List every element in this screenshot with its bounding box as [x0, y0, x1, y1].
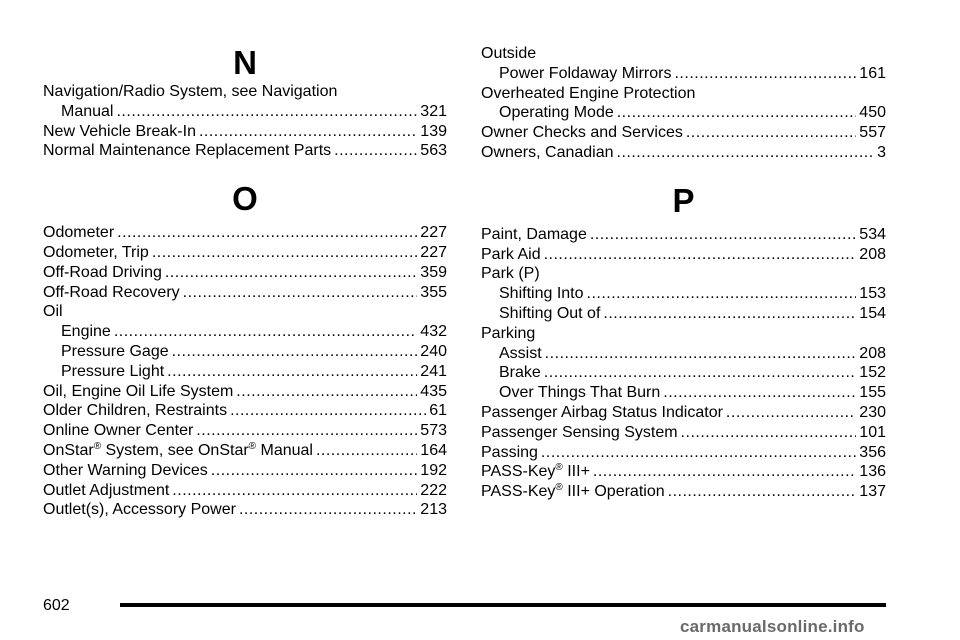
dot-leader	[663, 383, 856, 403]
index-entry-page: 356	[859, 443, 886, 461]
index-entry	[43, 441, 447, 461]
index-entry-page: 164	[420, 441, 447, 459]
index-entry	[481, 123, 886, 143]
index-entry	[481, 344, 886, 364]
index-entry-page: 534	[859, 225, 886, 243]
index-entry	[43, 102, 447, 122]
index-entry-page: 227	[420, 243, 447, 261]
index-entry-term: Brake	[499, 364, 541, 382]
index-entry	[481, 245, 886, 265]
dot-leader	[334, 141, 417, 161]
index-entry-page: 136	[859, 463, 886, 481]
index-entry-term: Assist	[499, 344, 542, 362]
index-entry-page: 230	[859, 403, 886, 421]
index-entry	[481, 284, 886, 304]
index-entry	[481, 403, 886, 423]
index-entry-page: 3	[877, 143, 886, 161]
index-entry-page: 563	[420, 142, 447, 160]
dot-leader	[544, 245, 857, 265]
index-entry-term: Pressure Gage	[61, 342, 169, 360]
index-entry-term: Park Aid	[481, 245, 541, 263]
index-entry	[43, 283, 447, 303]
index-entry-term: Owners, Canadian	[481, 143, 614, 161]
dot-leader	[196, 421, 417, 441]
index-entry-page: 155	[859, 384, 886, 402]
index-entry-term	[43, 441, 313, 461]
index-entry-page: 321	[420, 102, 447, 120]
index-entry-page: 61	[429, 402, 447, 420]
dot-leader	[674, 64, 856, 84]
index-entry-page: 450	[859, 104, 886, 122]
dot-leader	[116, 102, 417, 122]
registered-mark: ®	[555, 482, 563, 494]
index-entry-page: 435	[420, 382, 447, 400]
index-entry-term: Shifting Out of	[499, 304, 601, 322]
registered-mark: ®	[93, 440, 102, 452]
watermark: carmanualsonline.info	[680, 617, 865, 636]
index-entry-page: 432	[420, 323, 447, 341]
index-entry-term: Pressure Light	[61, 362, 165, 380]
index-entry-term-part: PASS-Key	[481, 463, 556, 481]
dot-leader	[681, 423, 857, 443]
index-entry	[481, 304, 886, 324]
index-entry-page: 240	[420, 342, 447, 360]
dot-leader	[114, 322, 417, 342]
index-entry-term: Shifting Into	[499, 285, 584, 303]
index-entry	[43, 362, 447, 382]
index-entry-page: 153	[859, 285, 886, 303]
index-entry-page: 152	[859, 364, 886, 382]
dot-leader	[686, 123, 856, 143]
dot-leader	[668, 482, 857, 502]
dot-leader	[545, 344, 857, 364]
dot-leader	[172, 481, 417, 501]
index-entry	[43, 141, 447, 161]
index-entry-page: 557	[859, 124, 886, 142]
dot-leader	[544, 363, 857, 383]
dot-leader	[617, 103, 857, 123]
index-entry-page: 222	[420, 481, 447, 499]
dot-leader	[590, 225, 856, 245]
index-entry	[481, 103, 886, 123]
index-entry-term: Engine	[61, 323, 111, 341]
index-entry-term-part: III+	[562, 463, 590, 481]
dot-leader	[617, 143, 875, 163]
index-heading: Overheated Engine Protection	[481, 84, 696, 102]
index-entry-term-part: PASS-Key	[481, 483, 556, 501]
index-entry-term: Odometer	[43, 224, 115, 242]
index-entry-page: 192	[420, 461, 447, 479]
index-entry-term: New Vehicle Break-In	[43, 122, 196, 140]
index-entry	[481, 443, 886, 463]
index-entry-term: Manual	[61, 102, 114, 120]
index-entry	[43, 401, 447, 421]
dot-leader	[165, 263, 417, 283]
index-entry-page: 154	[859, 304, 886, 322]
dot-leader	[587, 284, 857, 304]
index-entry-term: Other Warning Devices	[43, 461, 208, 479]
index-entry-page: 573	[420, 422, 447, 440]
index-entry-term: Operating Mode	[499, 104, 614, 122]
index-entry-term: Power Foldaway Mirrors	[499, 64, 672, 82]
section-letter-o: O	[232, 180, 258, 218]
dot-leader	[183, 283, 418, 303]
dot-leader	[236, 382, 417, 402]
index-entry-term-part: Manual	[256, 441, 313, 459]
section-letter-p: P	[672, 181, 695, 219]
index-column-right	[481, 44, 886, 502]
index-entry-term: Passenger Airbag Status Indicator	[481, 403, 723, 421]
dot-leader	[541, 443, 856, 463]
index-entry-page: 208	[859, 344, 886, 362]
index-entry-term-part: OnStar	[43, 441, 94, 459]
index-heading: Oil	[43, 303, 63, 321]
index-entry	[481, 363, 886, 383]
dot-leader	[230, 401, 426, 421]
index-entry-page: 213	[420, 501, 447, 519]
index-entry-term: Oil, Engine Oil Life System	[43, 382, 234, 400]
index-entry-term: Off-Road Driving	[43, 263, 162, 281]
index-entry	[481, 64, 886, 84]
index-entry-page: 359	[420, 263, 447, 281]
index-entry	[43, 481, 447, 501]
index-entry-term: Owner Checks and Services	[481, 124, 683, 142]
index-entry	[43, 243, 447, 263]
index-entry	[43, 500, 447, 520]
index-entry-term: Passing	[481, 443, 538, 461]
registered-mark: ®	[248, 440, 257, 452]
index-entry-term: Online Owner Center	[43, 422, 194, 440]
dot-leader	[152, 243, 417, 263]
index-entry-page: 208	[859, 245, 886, 263]
index-heading: Park (P)	[481, 265, 540, 283]
index-entry-term: Outlet(s), Accessory Power	[43, 501, 236, 519]
index-entry-term-part: System, see OnStar	[101, 441, 249, 459]
index-entry	[43, 122, 447, 142]
dot-leader	[199, 122, 417, 142]
index-entry-page: 241	[420, 362, 447, 380]
index-entry	[43, 223, 447, 243]
index-entry-page: 101	[859, 423, 886, 441]
index-heading: Navigation/Radio System, see Navigation	[43, 83, 338, 100]
footer-rule	[120, 603, 886, 607]
index-entry	[43, 421, 447, 441]
index-entry-term	[481, 482, 665, 502]
index-entry-term	[481, 462, 590, 482]
index-entry	[481, 462, 886, 482]
page-number: 602	[43, 597, 70, 614]
index-entry-term: Normal Maintenance Replacement Parts	[43, 142, 332, 160]
index-entry	[43, 382, 447, 402]
index-entry-page: 137	[859, 483, 886, 501]
index-entry	[481, 225, 886, 245]
index-column-left	[43, 44, 447, 520]
index-entry	[43, 263, 447, 283]
index-entry-term: Paint, Damage	[481, 225, 587, 243]
index-entry-term: Older Children, Restraints	[43, 402, 228, 420]
index-entry	[43, 461, 447, 481]
dot-leader	[167, 362, 417, 382]
dot-leader	[211, 461, 418, 481]
dot-leader	[593, 462, 856, 482]
dot-leader	[316, 441, 417, 461]
index-entry	[43, 322, 447, 342]
section-letter-n: N	[233, 44, 257, 81]
index-entry	[481, 143, 886, 163]
dot-leader	[603, 304, 856, 324]
index-entry	[481, 383, 886, 403]
index-entry-term-part: III+ Operation	[562, 483, 665, 501]
index-entry	[43, 342, 447, 362]
index-entry-page: 355	[420, 283, 447, 301]
index-entry	[481, 423, 886, 443]
index-entry-page: 139	[420, 122, 447, 140]
index-heading: Outside	[481, 45, 537, 62]
dot-leader	[117, 223, 417, 243]
dot-leader	[239, 500, 417, 520]
index-heading: Parking	[481, 324, 536, 342]
index-entry-page: 227	[420, 224, 447, 242]
index-entry	[481, 482, 886, 502]
dot-leader	[172, 342, 418, 362]
index-entry-term: Passenger Sensing System	[481, 423, 678, 441]
index-entry-page: 161	[859, 64, 886, 82]
index-entry-term: Over Things That Burn	[499, 384, 661, 402]
index-entry-term: Odometer, Trip	[43, 243, 149, 261]
registered-mark: ®	[555, 462, 563, 474]
index-entry-term: Outlet Adjustment	[43, 481, 170, 499]
index-entry-term: Off-Road Recovery	[43, 283, 180, 301]
dot-leader	[726, 403, 856, 423]
